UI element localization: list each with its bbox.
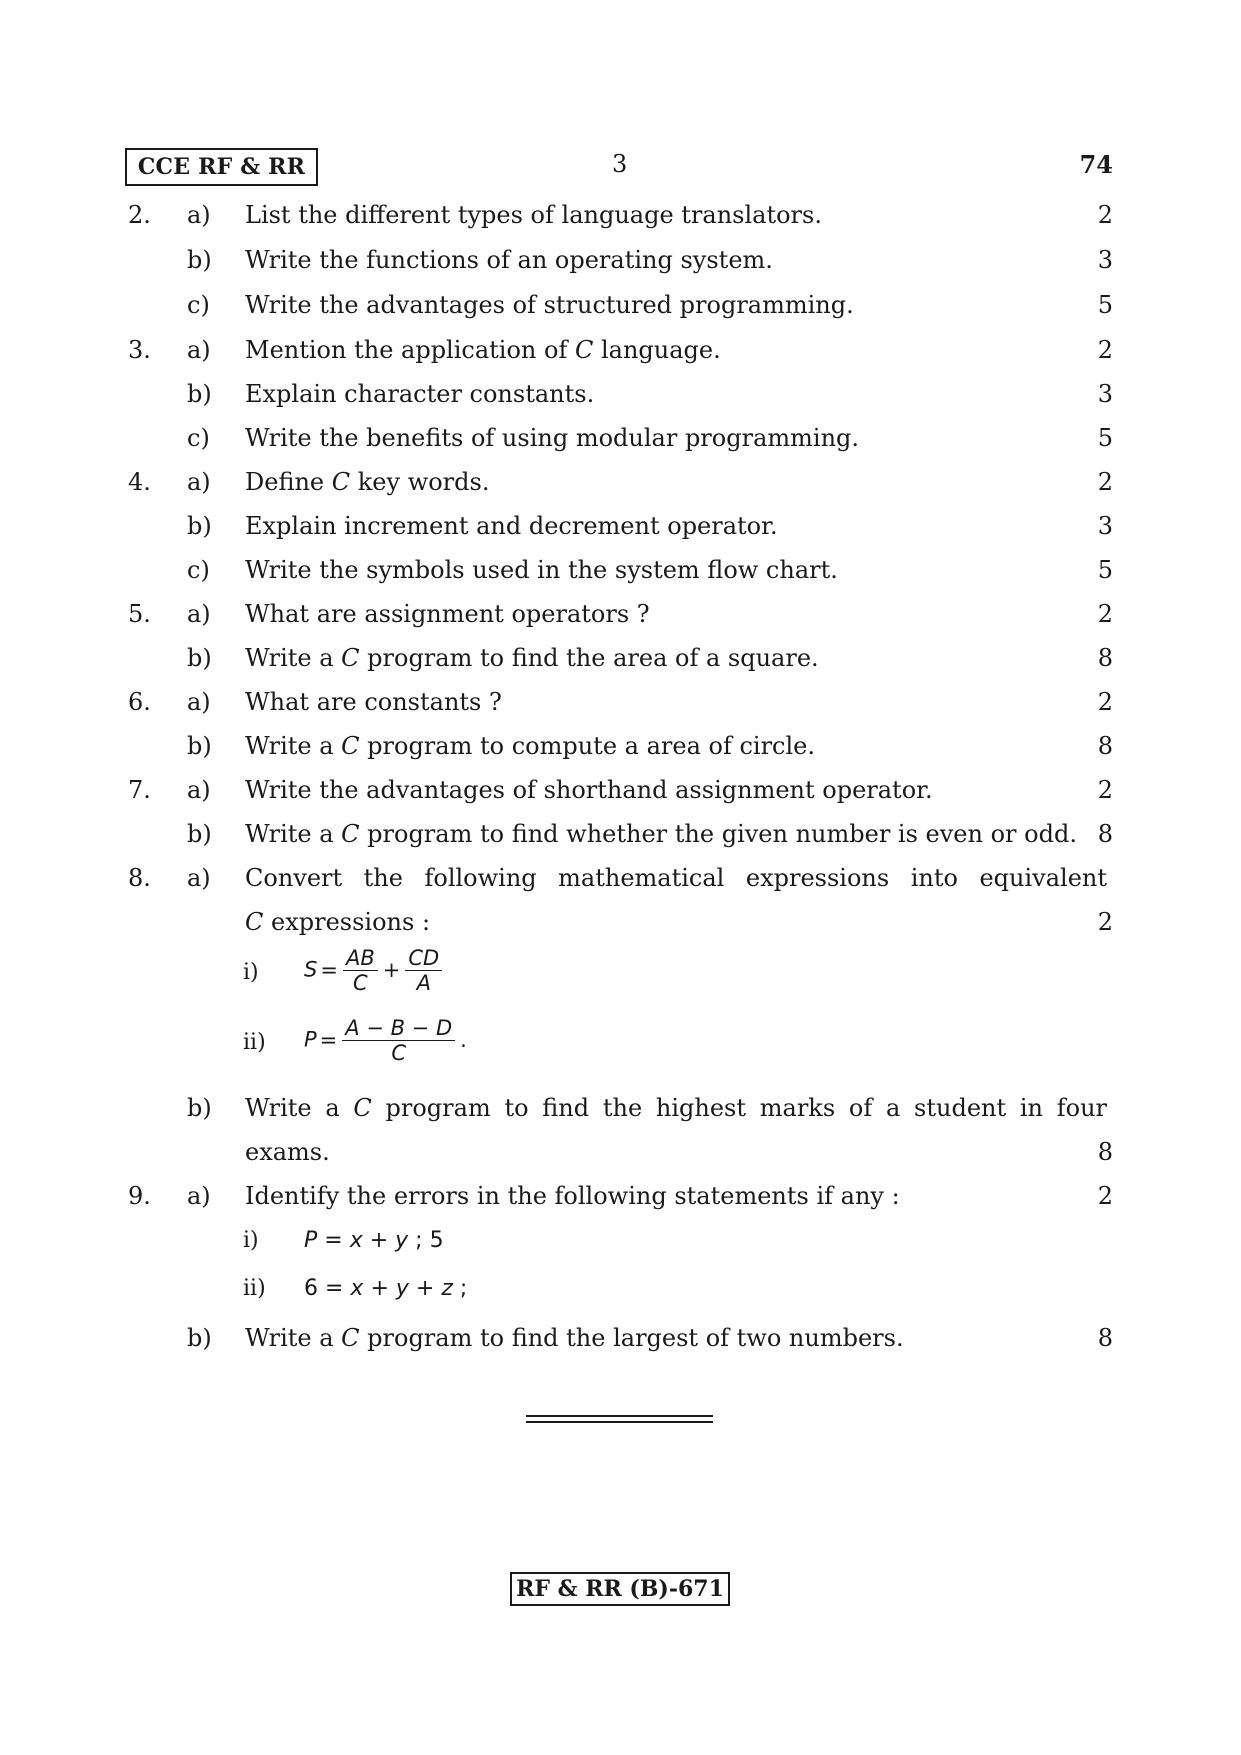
marks: 2	[1097, 688, 1113, 716]
question-text: Write the advantages of structured programming.	[245, 291, 854, 319]
part-label: c)	[187, 556, 210, 584]
part-label: a)	[187, 468, 211, 496]
marks: 8	[1097, 820, 1113, 848]
marks: 2	[1097, 201, 1113, 229]
subpart-label: ii)	[243, 1276, 266, 1301]
part-label: c)	[187, 424, 210, 452]
marks: 2	[1097, 776, 1113, 804]
subpart-label: i)	[243, 960, 259, 985]
question-text: Explain character constants.	[245, 380, 595, 408]
math-expression: P = $\frac{A - B - D}{C}$ .	[304, 1016, 467, 1065]
question-number: 6.	[128, 688, 151, 716]
question-text: What are constants ?	[245, 688, 502, 716]
part-label: c)	[187, 291, 210, 319]
question-text: Explain increment and decrement operator.	[245, 512, 778, 540]
question-text: exams.	[245, 1138, 330, 1166]
paper-number: 74	[1079, 150, 1113, 179]
question-text: Write the benefits of using modular programming.	[245, 424, 860, 452]
question-text: Write the functions of an operating system.	[245, 246, 773, 274]
marks: 2	[1097, 1182, 1113, 1210]
math-expression: S = $\frac{AB}{C}$ + $\frac{CD}{A}$	[304, 946, 444, 995]
marks: 3	[1097, 246, 1113, 274]
question-number: 3.	[128, 336, 151, 364]
part-label: b)	[187, 820, 212, 848]
statement: P = x + y ; 5	[304, 1228, 444, 1253]
question-number: 5.	[128, 600, 151, 628]
marks: 8	[1097, 732, 1113, 760]
question-text: Write the symbols used in the system flow chart.	[245, 556, 838, 584]
marks: 2	[1097, 600, 1113, 628]
question-text: Write a C program to find the area of a square.	[245, 644, 819, 672]
question-number: 4.	[128, 468, 151, 496]
marks: 8	[1097, 1138, 1113, 1166]
subpart-label: ii)	[243, 1030, 266, 1055]
marks: 5	[1097, 291, 1113, 319]
marks: 8	[1097, 644, 1113, 672]
part-label: a)	[187, 864, 211, 892]
marks: 2	[1097, 468, 1113, 496]
footer-code-box: RF & RR (B)-671	[510, 1572, 730, 1606]
marks: 5	[1097, 556, 1113, 584]
part-label: b)	[187, 512, 212, 540]
question-text: Write a C program to find the highest marks of a student in four	[245, 1094, 1108, 1122]
part-label: a)	[187, 1182, 211, 1210]
part-label: b)	[187, 1324, 212, 1352]
question-text: Write the advantages of shorthand assignment operator.	[245, 776, 933, 804]
question-text: What are assignment operators ?	[245, 600, 650, 628]
part-label: b)	[187, 644, 212, 672]
question-text: Write a C program to compute a area of circle.	[245, 732, 816, 760]
statement: 6 = x + y + z ;	[304, 1276, 468, 1301]
part-label: a)	[187, 336, 211, 364]
question-number: 8.	[128, 864, 151, 892]
question-number: 7.	[128, 776, 151, 804]
marks: 5	[1097, 424, 1113, 452]
part-label: a)	[187, 201, 211, 229]
question-text: Convert the following mathematical expressions into equivalent	[245, 864, 1107, 892]
marks: 2	[1097, 336, 1113, 364]
question-text: Identify the errors in the following statements if any :	[245, 1182, 900, 1210]
marks: 3	[1097, 380, 1113, 408]
question-text: C expressions :	[245, 908, 431, 936]
marks: 2	[1097, 908, 1113, 936]
part-label: b)	[187, 732, 212, 760]
question-text: Define C key words.	[245, 468, 490, 496]
end-divider	[526, 1415, 713, 1423]
question-text: Write a C program to find whether the given number is even or odd.	[245, 820, 1077, 848]
question-text: Write a C program to find the largest of two numbers.	[245, 1324, 904, 1352]
question-text: List the different types of language translators.	[245, 201, 822, 229]
part-label: a)	[187, 688, 211, 716]
part-label: a)	[187, 776, 211, 804]
question-text: Mention the application of C language.	[245, 336, 721, 364]
question-number: 9.	[128, 1182, 151, 1210]
marks: 8	[1097, 1324, 1113, 1352]
part-label: b)	[187, 1094, 212, 1122]
page-number: 3	[612, 150, 628, 178]
part-label: b)	[187, 246, 212, 274]
subpart-label: i)	[243, 1228, 259, 1253]
question-number: 2.	[128, 201, 151, 229]
part-label: b)	[187, 380, 212, 408]
header-code-box: CCE RF & RR	[125, 148, 318, 186]
marks: 3	[1097, 512, 1113, 540]
part-label: a)	[187, 600, 211, 628]
